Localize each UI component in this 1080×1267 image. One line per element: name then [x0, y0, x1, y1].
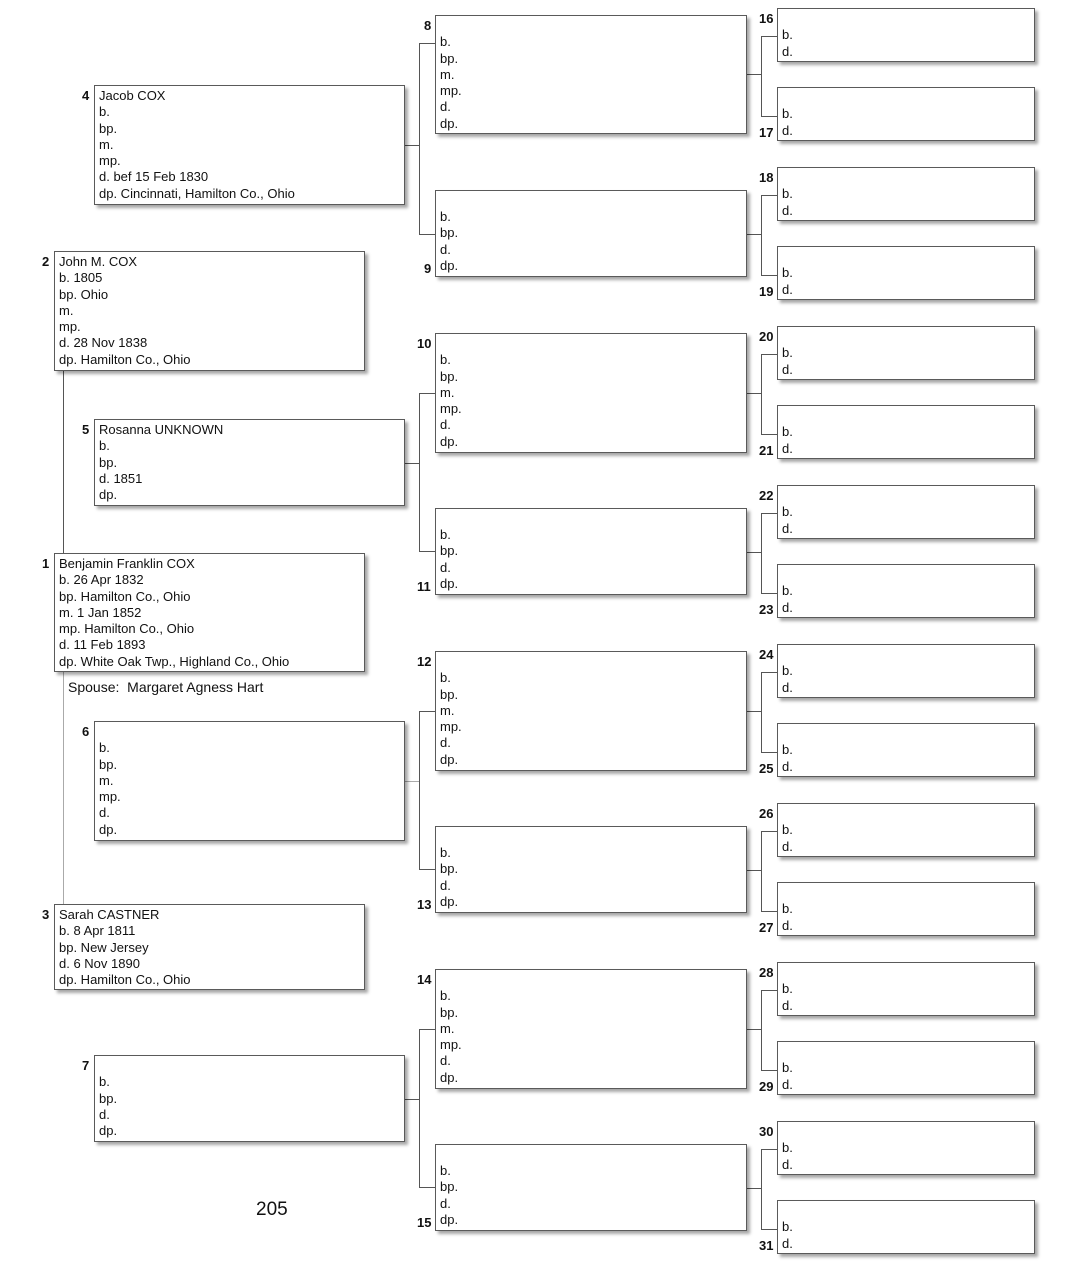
person-number: 6 — [82, 724, 90, 739]
person-box-6[interactable] — [94, 721, 405, 841]
person-number: 31 — [759, 1238, 774, 1253]
person-number: 10 — [417, 336, 432, 351]
death-place: dp. — [440, 433, 459, 449]
birth-place: bp. New Jersey — [59, 939, 149, 955]
birth-date: b. — [440, 670, 451, 686]
death-date: d. — [99, 805, 110, 821]
death-date: d. — [782, 43, 793, 59]
death-date: d. — [440, 1195, 451, 1211]
connector-line — [747, 1188, 761, 1189]
connector-line — [405, 145, 419, 146]
connector-line — [419, 869, 435, 870]
marriage-date: m. — [440, 702, 455, 718]
connector-line — [761, 36, 762, 116]
death-place: dp. — [440, 575, 459, 591]
person-box-13[interactable] — [435, 826, 747, 913]
spouse-name: Margaret Agness Hart — [127, 679, 264, 695]
person-box-17[interactable] — [777, 87, 1035, 141]
birth-date: b. — [99, 104, 110, 120]
person-name — [782, 965, 1034, 981]
person-name — [782, 885, 1034, 901]
birth-place: bp. — [99, 756, 118, 772]
person-number: 4 — [82, 88, 90, 103]
person-box-24[interactable] — [777, 644, 1035, 698]
death-date: d. — [440, 735, 451, 751]
birth-date: b. — [782, 742, 793, 758]
person-number: 7 — [82, 1058, 90, 1073]
death-date: d. — [440, 417, 451, 433]
person-name — [440, 654, 746, 670]
connector-line — [761, 354, 762, 434]
connector-line — [761, 195, 777, 196]
connector-line — [761, 195, 762, 275]
connector-line — [419, 711, 435, 712]
death-date: d. — [440, 1053, 451, 1069]
marriage-place: mp. — [440, 1037, 462, 1053]
death-place: dp. Cincinnati, Hamilton Co., Ohio — [99, 185, 295, 201]
birth-date: b. — [782, 1060, 793, 1076]
connector-line — [761, 990, 777, 991]
birth-date: b. 8 Apr 1811 — [59, 923, 136, 939]
death-date: d. — [782, 679, 793, 695]
person-box-22[interactable] — [777, 485, 1035, 539]
death-place: dp. — [440, 751, 459, 767]
person-box-19[interactable] — [777, 246, 1035, 300]
death-date: d. — [782, 1235, 793, 1251]
birth-place: bp. — [440, 1179, 459, 1195]
person-number: 18 — [759, 170, 774, 185]
person-name — [782, 1044, 1034, 1060]
person-name — [782, 806, 1034, 822]
person-box-5[interactable] — [94, 419, 405, 506]
person-number: 24 — [759, 647, 774, 662]
person-name: John M. COX — [59, 254, 138, 269]
person-number: 14 — [417, 972, 432, 987]
person-number: 23 — [759, 602, 774, 617]
connector-line — [761, 1229, 777, 1230]
birth-date: b. — [782, 504, 793, 520]
birth-date: b. — [440, 352, 451, 368]
marriage-date: m. — [440, 66, 455, 82]
person-name: Jacob COX — [99, 88, 166, 103]
connector-line — [419, 551, 435, 552]
marriage-place: mp. — [440, 83, 462, 99]
birth-date: b. — [440, 527, 451, 542]
person-box-25[interactable] — [777, 723, 1035, 777]
connector-line — [747, 393, 761, 394]
birth-date: b. — [782, 583, 793, 599]
birth-place: bp. — [99, 1090, 118, 1106]
marriage-date: m. — [99, 136, 114, 152]
marriage-date: m. 1 Jan 1852 — [59, 604, 142, 620]
connector-line — [761, 1149, 777, 1150]
connector-line — [405, 781, 419, 782]
connector-line — [761, 990, 762, 1070]
person-box-2[interactable] — [54, 251, 365, 371]
death-place: dp. White Oak Twp., Highland Co., Ohio — [59, 653, 290, 669]
birth-date: b. — [782, 1219, 793, 1235]
person-name — [782, 90, 1034, 106]
death-place: dp. — [99, 821, 118, 837]
death-date: d. — [782, 122, 793, 138]
death-date: d. 6 Nov 1890 — [59, 955, 140, 971]
connector-line — [419, 1187, 435, 1188]
birth-date: b. — [440, 34, 451, 50]
birth-date: b. — [782, 1140, 793, 1156]
birth-date: b. — [782, 106, 793, 122]
connector-line — [761, 513, 777, 514]
person-number: 9 — [424, 261, 432, 276]
connector-line — [747, 234, 761, 235]
person-box-26[interactable] — [777, 803, 1035, 857]
marriage-place: mp. — [59, 319, 81, 335]
connector-line — [761, 116, 777, 117]
death-date: d. — [782, 1156, 793, 1172]
person-box-18[interactable] — [777, 167, 1035, 221]
person-number: 1 — [42, 556, 50, 571]
marriage-place: mp. — [440, 401, 462, 417]
birth-place: bp. — [440, 1004, 459, 1020]
birth-date: b. — [99, 740, 110, 756]
birth-place: bp. — [440, 50, 459, 66]
death-date: d. bef 15 Feb 1830 — [99, 169, 209, 185]
connector-line — [761, 434, 777, 435]
person-name — [99, 724, 404, 740]
person-box-16[interactable] — [777, 8, 1035, 62]
person-box-11[interactable] — [435, 508, 747, 595]
birth-date: b. — [440, 209, 451, 224]
person-number: 15 — [417, 1215, 432, 1230]
death-date: d. — [440, 99, 451, 115]
person-name — [782, 567, 1034, 583]
death-date: d. — [440, 877, 451, 893]
connector-line — [63, 371, 64, 553]
person-number: 25 — [759, 761, 774, 776]
birth-date: b. — [782, 345, 793, 361]
birth-date: b. — [440, 845, 451, 860]
death-date: d. 11 Feb 1893 — [59, 637, 146, 653]
death-date: d. — [782, 1076, 793, 1092]
marriage-place: mp. Hamilton Co., Ohio — [59, 621, 195, 637]
birth-place: bp. Ohio — [59, 286, 109, 302]
spouse-label: Spouse: — [68, 679, 120, 695]
birth-place: bp. — [99, 120, 118, 136]
person-number: 26 — [759, 806, 774, 821]
birth-date: b. — [782, 822, 793, 838]
death-date: d. — [782, 917, 793, 933]
person-name — [782, 170, 1034, 186]
person-name — [782, 647, 1034, 663]
death-date: d. 1851 — [99, 470, 143, 486]
person-box-27[interactable] — [777, 882, 1035, 936]
person-name — [782, 11, 1034, 27]
connector-line — [761, 752, 777, 753]
person-number: 16 — [759, 11, 774, 26]
person-box-1[interactable] — [54, 553, 365, 672]
connector-line — [405, 1099, 419, 1100]
birth-place: bp. — [99, 454, 118, 470]
person-name: Rosanna UNKNOWN — [99, 422, 224, 437]
birth-date: b. 26 Apr 1832 — [59, 572, 144, 588]
death-date: d. — [782, 997, 793, 1013]
person-box-14[interactable] — [435, 969, 747, 1089]
spouse-line — [68, 679, 263, 695]
person-box-9[interactable] — [435, 190, 747, 277]
death-date: d. — [782, 520, 793, 536]
connector-line — [419, 393, 435, 394]
death-date: d. — [440, 559, 451, 575]
person-number: 17 — [759, 125, 774, 140]
birth-date: b. — [99, 1074, 110, 1090]
person-number: 27 — [759, 920, 774, 935]
marriage-place: mp. — [440, 719, 462, 735]
person-box-28[interactable] — [777, 962, 1035, 1016]
connector-line — [761, 36, 777, 37]
person-name: Benjamin Franklin COX — [59, 556, 195, 571]
person-number: 20 — [759, 329, 774, 344]
person-name — [782, 726, 1034, 742]
death-date: d. — [782, 440, 793, 456]
person-box-8[interactable] — [435, 15, 747, 134]
connector-line — [419, 1029, 435, 1030]
connector-line — [419, 711, 420, 869]
person-box-12[interactable] — [435, 651, 747, 771]
person-box-31[interactable] — [777, 1200, 1035, 1254]
person-number: 5 — [82, 422, 90, 437]
marriage-place: mp. — [99, 153, 121, 169]
marriage-date: m. — [99, 772, 114, 788]
death-place: dp. — [99, 487, 118, 503]
person-box-3[interactable] — [54, 904, 365, 990]
person-box-23[interactable] — [777, 564, 1035, 618]
person-name — [782, 329, 1034, 345]
death-place: dp. — [440, 1211, 459, 1227]
connector-line — [761, 1070, 777, 1071]
person-number: 3 — [42, 907, 50, 922]
death-date: d. — [782, 838, 793, 854]
marriage-date: m. — [59, 302, 74, 318]
person-box-10[interactable] — [435, 333, 747, 453]
person-name — [782, 408, 1034, 424]
person-number: 29 — [759, 1079, 774, 1094]
person-number: 22 — [759, 488, 774, 503]
connector-line — [405, 463, 419, 464]
connector-line — [747, 711, 761, 712]
connector-line — [761, 593, 777, 594]
person-name — [440, 18, 746, 34]
birth-date: b. — [99, 438, 110, 454]
connector-line — [761, 672, 762, 752]
connector-line — [419, 43, 420, 234]
death-place: dp. — [440, 257, 459, 273]
death-date: d. — [782, 202, 793, 218]
person-number: 2 — [42, 254, 50, 269]
connector-line — [761, 672, 777, 673]
birth-place: bp. — [440, 686, 459, 702]
person-number: 11 — [417, 579, 431, 594]
marriage-date: m. — [440, 384, 455, 400]
person-box-29[interactable] — [777, 1041, 1035, 1095]
connector-line — [747, 74, 761, 75]
birth-date: b. — [782, 663, 793, 679]
birth-date: b. — [782, 424, 793, 440]
birth-date: b. — [782, 265, 793, 281]
death-place: dp. — [440, 893, 459, 909]
connector-line — [761, 275, 777, 276]
connector-line — [761, 911, 777, 912]
connector-line — [761, 354, 777, 355]
birth-date: b. — [782, 901, 793, 917]
person-name — [782, 249, 1034, 265]
person-box-7[interactable] — [94, 1055, 405, 1142]
person-number: 12 — [417, 654, 432, 669]
person-box-15[interactable] — [435, 1144, 747, 1231]
connector-line — [747, 552, 761, 553]
person-number: 8 — [424, 18, 432, 33]
death-place: dp. — [440, 1069, 459, 1085]
person-name — [782, 1124, 1034, 1140]
connector-line — [747, 870, 761, 871]
marriage-place: mp. — [99, 789, 121, 805]
person-number: 21 — [759, 443, 774, 458]
person-name: Sarah CASTNER — [59, 907, 160, 922]
birth-place: bp. — [440, 861, 459, 877]
connector-line — [747, 1029, 761, 1030]
person-box-20[interactable] — [777, 326, 1035, 380]
death-date: d. — [782, 599, 793, 615]
person-name — [440, 972, 746, 988]
connector-line — [419, 234, 435, 235]
death-date: d. — [782, 758, 793, 774]
birth-date: b. — [782, 27, 793, 43]
connector-line — [761, 513, 762, 593]
death-place: dp. Hamilton Co., Ohio — [59, 351, 191, 367]
person-number: 30 — [759, 1124, 774, 1139]
birth-place: bp. Hamilton Co., Ohio — [59, 588, 191, 604]
page-number: 205 — [256, 1199, 288, 1220]
death-date: d. — [99, 1106, 110, 1122]
person-box-30[interactable] — [777, 1121, 1035, 1175]
birth-place: bp. — [440, 225, 459, 241]
birth-date: b. — [782, 981, 793, 997]
person-number: 28 — [759, 965, 774, 980]
person-name — [99, 1058, 404, 1074]
connector-line — [761, 831, 777, 832]
birth-place: bp. — [440, 368, 459, 384]
person-box-4[interactable] — [94, 85, 405, 205]
death-date: d. — [782, 281, 793, 297]
connector-line — [419, 1029, 420, 1187]
death-date: d. — [782, 361, 793, 377]
person-name — [440, 336, 746, 352]
person-number: 13 — [417, 897, 432, 912]
birth-date: b. — [782, 186, 793, 202]
birth-date: b. 1805 — [59, 270, 103, 286]
person-name — [782, 1203, 1034, 1219]
birth-date: b. — [440, 988, 451, 1004]
connector-line — [419, 43, 435, 44]
person-number: 19 — [759, 284, 774, 299]
person-box-21[interactable] — [777, 405, 1035, 459]
birth-date: b. — [440, 1163, 451, 1178]
connector-line — [761, 1149, 762, 1229]
death-place: dp. — [440, 115, 459, 131]
connector-line — [63, 672, 64, 904]
death-date: d. — [440, 241, 451, 257]
birth-place: bp. — [440, 543, 459, 559]
person-name — [782, 488, 1034, 504]
death-place: dp. — [99, 1123, 118, 1139]
connector-line — [419, 393, 420, 551]
death-place: dp. Hamilton Co., Ohio — [59, 972, 191, 988]
marriage-date: m. — [440, 1020, 455, 1036]
connector-line — [761, 831, 762, 911]
death-date: d. 28 Nov 1838 — [59, 335, 148, 351]
